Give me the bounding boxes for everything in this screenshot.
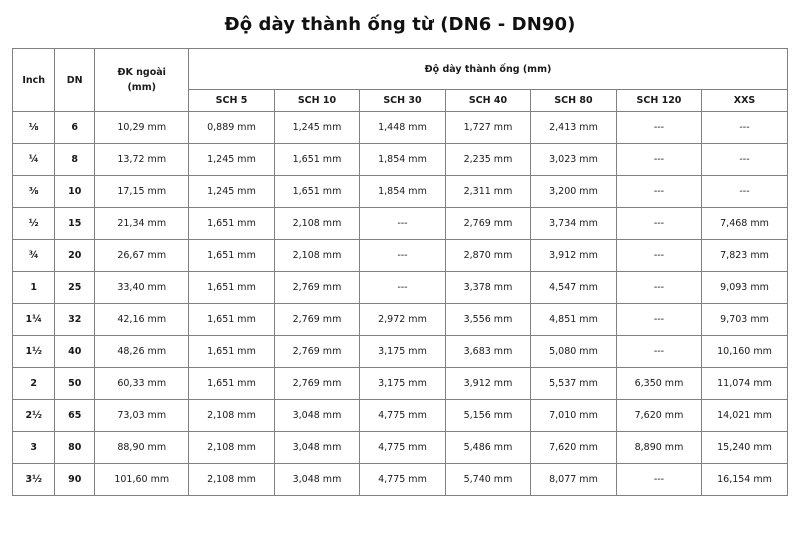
table-row — [13, 272, 788, 304]
cell-xxs: 15,240 mm — [702, 432, 788, 464]
column-header-xxs: XXS — [702, 90, 788, 112]
cell-sch-5: 1,651 mm — [189, 368, 275, 400]
cell-xxs: 7,468 mm — [702, 208, 788, 240]
cell-sch-120: --- — [616, 304, 702, 336]
cell-sch-120: --- — [616, 272, 702, 304]
cell-sch-120: --- — [616, 144, 702, 176]
cell-outer-diameter: 101,60 mm — [95, 464, 189, 496]
cell-inch: ¾ — [13, 240, 55, 272]
cell-sch-5: 1,651 mm — [189, 304, 275, 336]
cell-dn: 90 — [55, 464, 95, 496]
cell-inch: 1½ — [13, 336, 55, 368]
cell-sch-120: --- — [616, 208, 702, 240]
cell-sch-5: 1,245 mm — [189, 176, 275, 208]
cell-xxs: 9,703 mm — [702, 304, 788, 336]
cell-outer-diameter: 13,72 mm — [95, 144, 189, 176]
cell-dn: 40 — [55, 336, 95, 368]
table-row — [13, 432, 788, 464]
cell-sch-80: 3,200 mm — [531, 176, 617, 208]
cell-sch-5: 1,651 mm — [189, 208, 275, 240]
cell-sch-80: 5,537 mm — [531, 368, 617, 400]
cell-inch: 1¼ — [13, 304, 55, 336]
cell-sch-10: 2,769 mm — [274, 336, 360, 368]
cell-sch-40: 5,156 mm — [445, 400, 531, 432]
cell-sch-10: 2,769 mm — [274, 368, 360, 400]
cell-sch-40: 5,486 mm — [445, 432, 531, 464]
cell-sch-30: 4,775 mm — [360, 400, 446, 432]
cell-sch-10: 1,651 mm — [274, 144, 360, 176]
cell-sch-5: 2,108 mm — [189, 464, 275, 496]
cell-dn: 65 — [55, 400, 95, 432]
table-header — [13, 49, 788, 112]
cell-sch-5: 1,651 mm — [189, 240, 275, 272]
cell-sch-10: 3,048 mm — [274, 432, 360, 464]
cell-sch-30: --- — [360, 272, 446, 304]
cell-sch-30: --- — [360, 208, 446, 240]
cell-sch-120: 8,890 mm — [616, 432, 702, 464]
column-header-sch-120: SCH 120 — [616, 90, 702, 112]
table-row — [13, 336, 788, 368]
table-header-row-1 — [13, 49, 788, 90]
column-header-dn: DN — [55, 49, 95, 112]
cell-sch-40: 2,311 mm — [445, 176, 531, 208]
pipe-wall-thickness-table — [12, 48, 788, 496]
cell-sch-80: 4,547 mm — [531, 272, 617, 304]
cell-sch-80: 5,080 mm — [531, 336, 617, 368]
cell-sch-10: 1,245 mm — [274, 112, 360, 144]
cell-outer-diameter: 17,15 mm — [95, 176, 189, 208]
cell-sch-30: 3,175 mm — [360, 336, 446, 368]
cell-xxs: --- — [702, 144, 788, 176]
cell-outer-diameter: 73,03 mm — [95, 400, 189, 432]
cell-sch-120: --- — [616, 240, 702, 272]
cell-sch-80: 7,620 mm — [531, 432, 617, 464]
cell-sch-10: 3,048 mm — [274, 464, 360, 496]
cell-xxs: --- — [702, 176, 788, 208]
column-header-sch-80: SCH 80 — [531, 90, 617, 112]
column-header-sch-5: SCH 5 — [189, 90, 275, 112]
cell-sch-80: 3,912 mm — [531, 240, 617, 272]
cell-xxs: 9,093 mm — [702, 272, 788, 304]
cell-sch-80: 2,413 mm — [531, 112, 617, 144]
page-title: Độ dày thành ống từ (DN6 - DN90) — [224, 14, 576, 35]
cell-sch-40: 1,727 mm — [445, 112, 531, 144]
column-header-inch: Inch — [13, 49, 55, 112]
cell-sch-40: 2,870 mm — [445, 240, 531, 272]
cell-sch-10: 2,769 mm — [274, 272, 360, 304]
cell-sch-10: 2,108 mm — [274, 240, 360, 272]
table-row — [13, 400, 788, 432]
table-body — [13, 112, 788, 496]
cell-inch: 3 — [13, 432, 55, 464]
table-row — [13, 368, 788, 400]
cell-dn: 8 — [55, 144, 95, 176]
cell-sch-5: 2,108 mm — [189, 432, 275, 464]
cell-inch: ¼ — [13, 144, 55, 176]
cell-sch-30: 2,972 mm — [360, 304, 446, 336]
cell-dn: 6 — [55, 112, 95, 144]
cell-inch: 1 — [13, 272, 55, 304]
column-header-sch-40: SCH 40 — [445, 90, 531, 112]
cell-inch: 2½ — [13, 400, 55, 432]
cell-sch-40: 3,683 mm — [445, 336, 531, 368]
cell-sch-10: 2,769 mm — [274, 304, 360, 336]
cell-outer-diameter: 10,29 mm — [95, 112, 189, 144]
cell-sch-120: --- — [616, 112, 702, 144]
cell-sch-120: --- — [616, 176, 702, 208]
cell-xxs: 7,823 mm — [702, 240, 788, 272]
cell-sch-40: 3,912 mm — [445, 368, 531, 400]
cell-sch-30: 3,175 mm — [360, 368, 446, 400]
cell-dn: 80 — [55, 432, 95, 464]
cell-sch-120: 6,350 mm — [616, 368, 702, 400]
cell-sch-40: 2,769 mm — [445, 208, 531, 240]
cell-sch-120: 7,620 mm — [616, 400, 702, 432]
cell-inch: 2 — [13, 368, 55, 400]
cell-sch-120: --- — [616, 464, 702, 496]
cell-sch-40: 3,556 mm — [445, 304, 531, 336]
cell-dn: 50 — [55, 368, 95, 400]
cell-sch-80: 3,023 mm — [531, 144, 617, 176]
column-header-outer-diameter-line1: ĐK ngoài — [117, 67, 166, 78]
cell-sch-80: 8,077 mm — [531, 464, 617, 496]
cell-dn: 20 — [55, 240, 95, 272]
cell-sch-10: 2,108 mm — [274, 208, 360, 240]
cell-outer-diameter: 26,67 mm — [95, 240, 189, 272]
cell-dn: 10 — [55, 176, 95, 208]
cell-dn: 15 — [55, 208, 95, 240]
cell-outer-diameter: 60,33 mm — [95, 368, 189, 400]
column-group-header-wall-thickness: Độ dày thành ống (mm) — [189, 49, 788, 90]
cell-sch-40: 2,235 mm — [445, 144, 531, 176]
cell-sch-80: 3,734 mm — [531, 208, 617, 240]
column-header-sch-10: SCH 10 — [274, 90, 360, 112]
cell-sch-30: 4,775 mm — [360, 464, 446, 496]
cell-sch-40: 3,378 mm — [445, 272, 531, 304]
column-header-outer-diameter — [95, 49, 189, 112]
cell-sch-5: 0,889 mm — [189, 112, 275, 144]
cell-sch-30: --- — [360, 240, 446, 272]
cell-sch-80: 4,851 mm — [531, 304, 617, 336]
column-header-outer-diameter-unit: (mm) — [127, 82, 156, 93]
cell-xxs: 10,160 mm — [702, 336, 788, 368]
cell-inch: 3½ — [13, 464, 55, 496]
cell-dn: 25 — [55, 272, 95, 304]
cell-sch-30: 4,775 mm — [360, 432, 446, 464]
cell-sch-30: 1,448 mm — [360, 112, 446, 144]
table-row — [13, 144, 788, 176]
cell-inch: ⅜ — [13, 176, 55, 208]
cell-dn: 32 — [55, 304, 95, 336]
table-row — [13, 208, 788, 240]
cell-sch-30: 1,854 mm — [360, 176, 446, 208]
cell-sch-10: 3,048 mm — [274, 400, 360, 432]
cell-outer-diameter: 88,90 mm — [95, 432, 189, 464]
cell-sch-120: --- — [616, 336, 702, 368]
table-row — [13, 464, 788, 496]
cell-sch-10: 1,651 mm — [274, 176, 360, 208]
cell-xxs: --- — [702, 112, 788, 144]
cell-xxs: 16,154 mm — [702, 464, 788, 496]
cell-xxs: 14,021 mm — [702, 400, 788, 432]
cell-xxs: 11,074 mm — [702, 368, 788, 400]
cell-inch: ⅛ — [13, 112, 55, 144]
cell-inch: ½ — [13, 208, 55, 240]
cell-outer-diameter: 42,16 mm — [95, 304, 189, 336]
cell-outer-diameter: 48,26 mm — [95, 336, 189, 368]
cell-sch-80: 7,010 mm — [531, 400, 617, 432]
column-header-sch-30: SCH 30 — [360, 90, 446, 112]
table-row — [13, 304, 788, 336]
table-row — [13, 240, 788, 272]
cell-sch-5: 1,651 mm — [189, 272, 275, 304]
cell-outer-diameter: 21,34 mm — [95, 208, 189, 240]
cell-outer-diameter: 33,40 mm — [95, 272, 189, 304]
cell-sch-5: 2,108 mm — [189, 400, 275, 432]
cell-sch-30: 1,854 mm — [360, 144, 446, 176]
cell-sch-5: 1,245 mm — [189, 144, 275, 176]
cell-sch-5: 1,651 mm — [189, 336, 275, 368]
cell-sch-40: 5,740 mm — [445, 464, 531, 496]
table-row — [13, 176, 788, 208]
table-row — [13, 112, 788, 144]
